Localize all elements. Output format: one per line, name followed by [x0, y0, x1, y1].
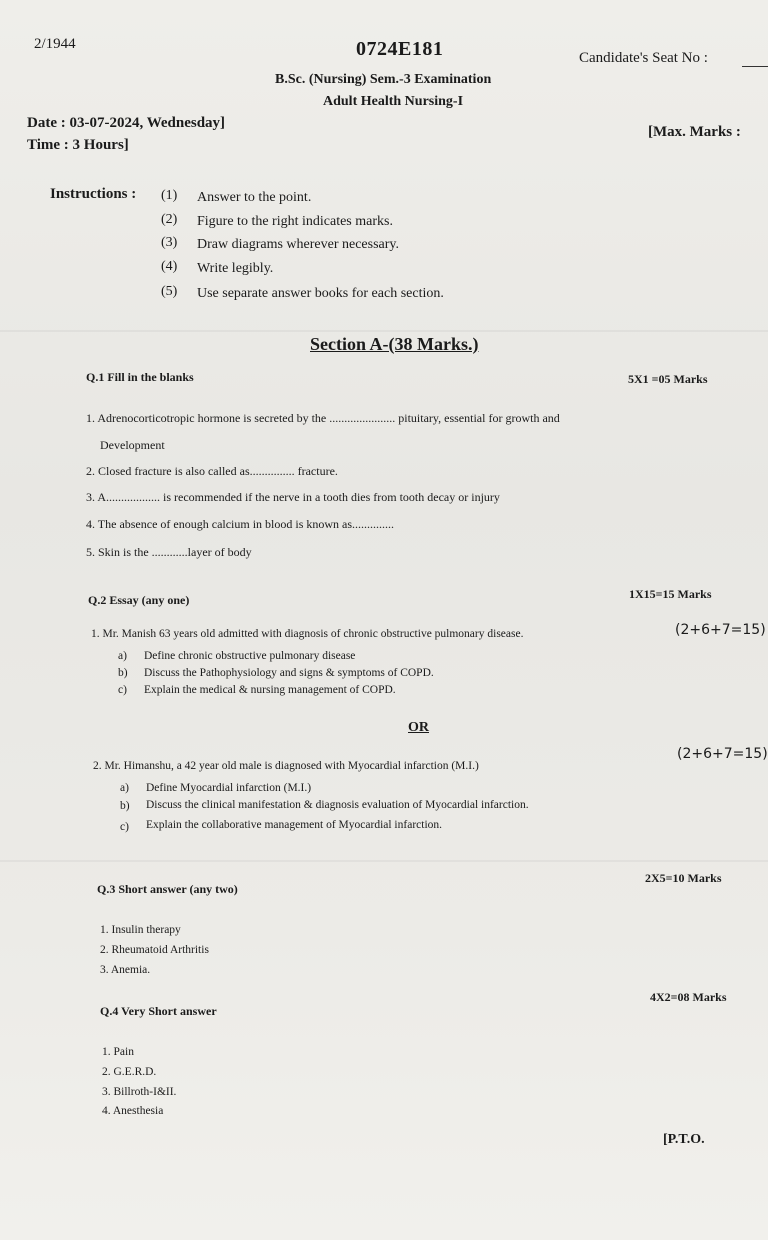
- instruction-text: Figure to the right indicates marks.: [197, 214, 393, 229]
- instruction-num: (1): [161, 188, 178, 203]
- instruction-num: (3): [161, 235, 178, 250]
- instruction-num: (2): [161, 212, 178, 227]
- fill-blank-item: 2. Closed fracture is also called as............... fracture.: [86, 464, 338, 478]
- essay-part-label: a): [118, 650, 127, 662]
- paper-code: 0724E181: [356, 38, 444, 60]
- instruction-num: (4): [161, 259, 178, 274]
- instruction-text: Answer to the point.: [197, 190, 312, 205]
- essay-part-label: c): [120, 821, 129, 833]
- q1-title: Q.1 Fill in the blanks: [86, 370, 194, 384]
- handwritten-marks: (2+6+7=15): [677, 746, 768, 762]
- max-marks: [Max. Marks :: [648, 124, 741, 140]
- q4-title: Q.4 Very Short answer: [100, 1004, 217, 1018]
- q3-title: Q.3 Short answer (any two): [97, 882, 238, 896]
- fill-blank-item: Development: [100, 438, 165, 452]
- essay-part: Define chronic obstructive pulmonary disease: [144, 650, 356, 662]
- essay-part: Explain the collaborative management of Myocardial infarction.: [146, 819, 443, 831]
- very-short-answer-item: 3. Billroth-I&II.: [102, 1086, 177, 1098]
- essay-part-label: b): [118, 667, 128, 679]
- essay-part-label: b): [120, 800, 130, 812]
- or-divider: OR: [408, 720, 429, 735]
- seat-label: Candidate's Seat No :: [579, 50, 708, 66]
- short-answer-item: 2. Rheumatoid Arthritis: [100, 944, 209, 956]
- essay-part: Define Myocardial infarction (M.I.): [146, 782, 312, 794]
- q2-title: Q.2 Essay (any one): [88, 593, 190, 607]
- essay-part-label: a): [120, 782, 129, 794]
- exam-date: Date : 03-07-2024, Wednesday]: [27, 115, 226, 131]
- short-answer-item: 3. Anemia.: [100, 964, 151, 976]
- q1-marks: 5X1 =05 Marks: [628, 372, 708, 386]
- essay-part: Discuss the Pathophysiology and signs & symptoms of COPD.: [144, 667, 434, 679]
- exam-title: B.Sc. (Nursing) Sem.-3 Examination: [275, 72, 492, 87]
- seat-line: [742, 66, 768, 67]
- essay-question: 2. Mr. Himanshu, a 42 year old male is diagnosed with Myocardial infarction (M.I.): [93, 760, 479, 772]
- instructions-label: Instructions :: [50, 186, 137, 202]
- exam-time: Time : 3 Hours]: [27, 137, 129, 153]
- instruction-text: Draw diagrams wherever necessary.: [197, 237, 399, 252]
- pto-note: [P.T.O.: [663, 1132, 705, 1147]
- very-short-answer-item: 4. Anesthesia: [102, 1105, 164, 1117]
- fill-blank-item: 4. The absence of enough calcium in blood is known as..............: [86, 517, 395, 531]
- q3-marks: 2X5=10 Marks: [645, 871, 722, 885]
- essay-part: Explain the medical & nursing management of COPD.: [144, 684, 396, 696]
- very-short-answer-item: 1. Pain: [102, 1046, 134, 1058]
- essay-question: 1. Mr. Manish 63 years old admitted with diagnosis of chronic obstructive pulmonary disease.: [91, 628, 524, 640]
- paper-serial: 2/1944: [34, 36, 76, 52]
- paper-fold: [0, 330, 768, 332]
- q4-marks: 4X2=08 Marks: [650, 990, 727, 1004]
- instruction-text: Use separate answer books for each section.: [197, 286, 444, 301]
- section-title: Section A-(38 Marks.): [310, 334, 479, 354]
- handwritten-marks: (2+6+7=15): [675, 622, 766, 638]
- essay-part-label: c): [118, 684, 127, 696]
- instruction-text: Write legibly.: [197, 261, 274, 276]
- subject-title: Adult Health Nursing-I: [323, 94, 464, 109]
- fill-blank-item: 3. A.................. is recommended if the nerve in a tooth dies from tooth decay or injury: [86, 490, 500, 504]
- q2-marks: 1X15=15 Marks: [629, 587, 712, 601]
- fill-blank-item: 5. Skin is the ............layer of body: [86, 545, 252, 559]
- fill-blank-item: 1. Adrenocorticotropic hormone is secreted by the ...................... pituitary, essential for growth and: [86, 411, 560, 425]
- paper-fold: [0, 860, 768, 862]
- short-answer-item: 1. Insulin therapy: [100, 924, 181, 936]
- instruction-num: (5): [161, 284, 178, 299]
- very-short-answer-item: 2. G.E.R.D.: [102, 1066, 157, 1078]
- essay-part: Discuss the clinical manifestation & diagnosis evaluation of Myocardial infarction.: [146, 799, 529, 811]
